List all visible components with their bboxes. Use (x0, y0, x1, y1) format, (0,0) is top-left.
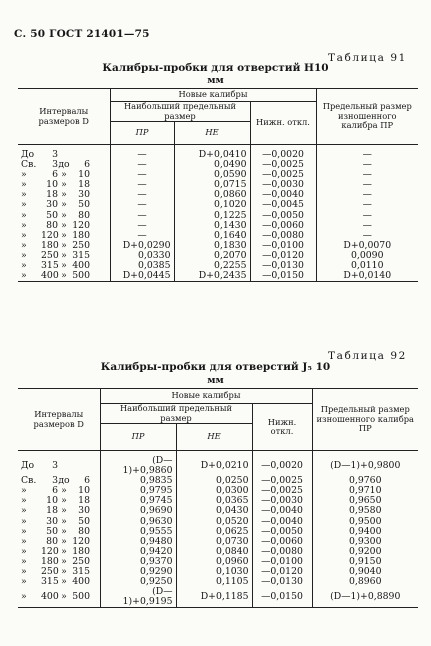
cell-pr: D+0,0445 (110, 271, 174, 282)
cell-ne: 0,0250 (176, 476, 252, 486)
size-interval (21, 592, 97, 602)
interval-word: » (61, 179, 67, 191)
cell-ne: 0,0300 (176, 486, 252, 496)
head-worn: Предельный размер изношенного калибра ПР (316, 89, 418, 145)
cell-pr: 0,9795 (100, 486, 176, 496)
interval-word: » (61, 545, 67, 557)
interval-from: 315 (41, 576, 59, 588)
interval-to: 180 (72, 545, 90, 557)
interval-from: 6 (52, 169, 58, 181)
interval-from: 10 (46, 495, 58, 507)
cell-ne: 0,0520 (176, 517, 252, 527)
cell-lower-dev: —0,0100 (252, 557, 312, 567)
interval-prefix: » (21, 495, 27, 507)
interval-prefix: » (21, 199, 27, 211)
interval-word: » (61, 505, 67, 517)
size-interval (21, 577, 97, 587)
interval-prefix: » (21, 566, 27, 578)
interval-word: » (61, 566, 67, 578)
interval-prefix: » (21, 515, 27, 527)
page-header: С. 50 ГОСТ 21401—75 (14, 28, 150, 40)
interval-prefix: » (21, 576, 27, 588)
interval-prefix: » (21, 525, 27, 537)
cell-pr: — (110, 200, 174, 210)
cell-ne: D+0,0210 (176, 456, 252, 476)
interval-from: 10 (46, 179, 58, 191)
interval-from: 80 (46, 535, 58, 547)
cell-lower-dev: —0,0050 (252, 527, 312, 537)
cell-pr: 0,9480 (100, 537, 176, 547)
cell-lower-dev: —0,0030 (250, 180, 316, 190)
cell-pr: — (110, 211, 174, 221)
cell-lower-dev: —0,0120 (250, 251, 316, 261)
cell-pr: 0,0330 (110, 251, 174, 261)
head-new-calibers: Новые калибры (100, 389, 312, 404)
interval-prefix: » (21, 169, 27, 181)
interval-to: 500 (72, 270, 90, 282)
cell-worn: 0,9300 (348, 535, 382, 547)
interval-to: 18 (78, 179, 90, 191)
interval-from: 120 (41, 545, 59, 557)
cell-pr: 0,9745 (100, 496, 176, 506)
table-title-92: Калибры-пробки для отверстий J₅ 10 (100, 361, 331, 373)
interval-prefix: » (21, 485, 27, 497)
cell-worn: D+0,0140 (316, 271, 418, 282)
cell-worn: D+0,0070 (343, 239, 392, 251)
cell-lower-dev: —0,0025 (252, 486, 312, 496)
cell-worn: 0,0090 (350, 249, 384, 261)
cell-worn: 0,9400 (348, 525, 382, 537)
head-largest-size: Наибольший предельный размер (100, 404, 252, 424)
head-largest-size: Наибольший предельный размер (110, 102, 250, 122)
cell-pr: 0,9370 (100, 557, 176, 567)
cell-ne: 0,1030 (176, 567, 252, 577)
interval-to: 180 (72, 229, 90, 241)
interval-from: 120 (41, 229, 59, 241)
table-row (18, 587, 418, 608)
head-lower-dev: Нижн. откл. (252, 404, 312, 451)
cell-ne: 0,1225 (174, 211, 250, 221)
interval-prefix: Св. (21, 475, 37, 487)
interval-from: 18 (46, 189, 58, 201)
cell-pr: 0,9250 (100, 577, 176, 587)
interval-word: » (61, 239, 67, 251)
interval-to: 50 (78, 199, 90, 211)
table-title-91: Калибры-пробки для отверстий H10 (102, 62, 329, 74)
interval-prefix: До (21, 149, 35, 160)
interval-word: » (61, 270, 67, 282)
cell-lower-dev: —0,0060 (250, 221, 316, 231)
interval-to: 18 (78, 495, 90, 507)
head-worn: Предельный размер изношенного калибра ПР (312, 389, 418, 451)
cell-worn: — (362, 149, 372, 160)
cell-worn: 0,9040 (348, 566, 382, 578)
cell-lower-dev: —0,0100 (250, 241, 316, 251)
cell-pr: — (110, 150, 174, 160)
interval-prefix: » (21, 219, 27, 231)
cell-lower-dev: —0,0060 (252, 537, 312, 547)
interval-from: 50 (46, 525, 58, 537)
interval-prefix: » (21, 249, 27, 261)
interval-prefix: » (21, 535, 27, 547)
cell-worn: (D—1)+0,8890 (312, 587, 418, 608)
cell-worn: 0,9200 (348, 545, 382, 557)
interval-to: 30 (78, 189, 90, 201)
interval-from: 180 (41, 555, 59, 567)
cell-pr: 0,9420 (100, 547, 176, 557)
interval-to: 250 (72, 239, 90, 251)
interval-to: 6 (84, 159, 90, 171)
cell-worn: 0,0110 (350, 260, 384, 272)
interval-from: 3 (52, 159, 58, 171)
head-intervals: Интервалы размеров D (18, 389, 100, 451)
interval-from: 30 (46, 515, 58, 527)
cell-worn: — (362, 179, 372, 191)
cell-pr: 0,0385 (110, 261, 174, 271)
interval-from: 3 (52, 460, 58, 472)
size-interval (21, 271, 107, 281)
cell-lower-dev: —0,0040 (252, 517, 312, 527)
interval-from: 250 (41, 249, 59, 261)
cell-worn: — (362, 169, 372, 181)
cell-ne: 0,1830 (174, 241, 250, 251)
interval-prefix: » (21, 209, 27, 221)
cell-ne: D+0,0410 (174, 150, 250, 160)
interval-to: 315 (72, 566, 90, 578)
table-units-91: мм (207, 75, 224, 86)
interval-word: » (61, 229, 67, 241)
interval-word: » (61, 260, 67, 272)
head-pr: ПР (100, 424, 176, 451)
table-row (18, 271, 418, 282)
interval-word: » (61, 515, 67, 527)
cell-worn: — (362, 229, 372, 241)
interval-word: » (61, 199, 67, 211)
interval-to: 10 (78, 485, 90, 497)
head-lower-dev: Нижн. откл. (250, 102, 316, 145)
cell-worn: — (362, 199, 372, 211)
interval-to: 400 (72, 260, 90, 272)
cell-pr: 0,9555 (100, 527, 176, 537)
interval-to: 80 (78, 525, 90, 537)
cell-ne: 0,1640 (174, 231, 250, 241)
cell-worn: — (362, 189, 372, 201)
interval-to: 10 (78, 169, 90, 181)
cell-lower-dev: —0,0130 (250, 261, 316, 271)
cell-ne: 0,1105 (176, 577, 252, 587)
interval-from: 80 (46, 219, 58, 231)
interval-from: 6 (52, 485, 58, 497)
cell-pr: (D—1)+0,9860 (100, 456, 176, 476)
interval-word: до (58, 159, 70, 171)
cell-worn: 0,8960 (348, 576, 382, 588)
cell-lower-dev: —0,0120 (252, 567, 312, 577)
interval-prefix: » (21, 239, 27, 251)
cell-lower-dev: —0,0150 (250, 271, 316, 282)
cell-ne: 0,1430 (174, 221, 250, 231)
interval-prefix: До (21, 460, 35, 472)
cell-worn: 0,9500 (348, 515, 382, 527)
interval-from: 3 (52, 475, 58, 487)
cell-worn: — (362, 159, 372, 171)
table-label-91: Таблица 91 (328, 52, 407, 64)
interval-prefix: Св. (21, 159, 37, 171)
head-ne: НЕ (174, 122, 250, 145)
interval-from: 315 (41, 260, 59, 272)
cell-lower-dev: —0,0025 (250, 160, 316, 170)
cell-ne: 0,0590 (174, 170, 250, 180)
cell-pr: — (110, 231, 174, 241)
interval-word: » (61, 169, 67, 181)
cell-pr: — (110, 170, 174, 180)
cell-pr: 0,9630 (100, 517, 176, 527)
cell-pr: — (110, 180, 174, 190)
cell-lower-dev: —0,0080 (252, 547, 312, 557)
cell-lower-dev: —0,0030 (252, 496, 312, 506)
table-row (18, 577, 418, 587)
cell-ne: 0,1020 (174, 200, 250, 210)
cell-worn: 0,9710 (348, 485, 382, 497)
interval-prefix: » (21, 260, 27, 272)
cell-ne: 0,0730 (176, 537, 252, 547)
head-new-calibers: Новые калибры (110, 89, 316, 102)
head-ne: НЕ (176, 424, 252, 451)
size-interval (21, 461, 97, 471)
cell-lower-dev: —0,0050 (250, 211, 316, 221)
table-91 (18, 88, 418, 282)
interval-prefix: » (21, 229, 27, 241)
cell-worn: 0,9150 (348, 555, 382, 567)
interval-from: 50 (46, 209, 58, 221)
interval-word: » (61, 485, 67, 497)
interval-from: 400 (41, 591, 59, 603)
cell-pr: 0,9835 (100, 476, 176, 486)
interval-to: 50 (78, 515, 90, 527)
interval-word: » (61, 209, 67, 221)
cell-lower-dev: —0,0025 (250, 170, 316, 180)
interval-to: 120 (72, 219, 90, 231)
interval-from: 3 (52, 149, 58, 160)
interval-from: 18 (46, 505, 58, 517)
interval-from: 30 (46, 199, 58, 211)
interval-prefix: » (21, 545, 27, 557)
table-92 (18, 388, 418, 608)
cell-ne: 0,0715 (174, 180, 250, 190)
cell-lower-dev: —0,0130 (252, 577, 312, 587)
interval-word: » (61, 495, 67, 507)
interval-prefix: » (21, 189, 27, 201)
interval-to: 250 (72, 555, 90, 567)
cell-ne: 0,0625 (176, 527, 252, 537)
interval-to: 400 (72, 576, 90, 588)
interval-word: » (61, 525, 67, 537)
cell-lower-dev: —0,0150 (252, 587, 312, 608)
cell-pr: — (110, 160, 174, 170)
interval-to: 120 (72, 535, 90, 547)
interval-word: » (61, 555, 67, 567)
interval-to: 500 (72, 591, 90, 603)
cell-pr: — (110, 190, 174, 200)
cell-lower-dev: —0,0025 (252, 476, 312, 486)
cell-ne: 0,0860 (174, 190, 250, 200)
cell-ne: 0,0960 (176, 557, 252, 567)
cell-lower-dev: —0,0080 (250, 231, 316, 241)
cell-worn: 0,9580 (348, 505, 382, 517)
cell-ne: 0,0490 (174, 160, 250, 170)
interval-prefix: » (21, 505, 27, 517)
cell-pr: — (110, 221, 174, 231)
interval-prefix: » (21, 179, 27, 191)
cell-lower-dev: —0,0040 (252, 506, 312, 516)
cell-pr: (D—1)+0,9195 (100, 587, 176, 608)
cell-lower-dev: —0,0020 (250, 150, 316, 160)
interval-from: 400 (41, 270, 59, 282)
head-pr: ПР (110, 122, 174, 145)
cell-worn: 0,9650 (348, 495, 382, 507)
cell-lower-dev: —0,0020 (252, 456, 312, 476)
cell-worn: 0,9760 (348, 475, 382, 487)
interval-word: до (58, 475, 70, 487)
cell-ne: 0,0365 (176, 496, 252, 506)
interval-from: 180 (41, 239, 59, 251)
interval-prefix: » (21, 591, 27, 603)
cell-worn: — (362, 219, 372, 231)
cell-worn: (D—1)+0,9800 (330, 460, 401, 472)
interval-word: » (61, 189, 67, 201)
interval-word: » (61, 219, 67, 231)
cell-ne: 0,2070 (174, 251, 250, 261)
table-units-92: мм (207, 375, 224, 386)
cell-pr: D+0,0290 (110, 241, 174, 251)
interval-from: 250 (41, 566, 59, 578)
cell-lower-dev: —0,0040 (250, 190, 316, 200)
interval-to: 80 (78, 209, 90, 221)
interval-word: » (61, 576, 67, 588)
interval-to: 6 (84, 475, 90, 487)
interval-to: 315 (72, 249, 90, 261)
cell-ne: D+0,2435 (174, 271, 250, 282)
head-intervals: Интервалы размеров D (18, 89, 110, 145)
interval-word: » (61, 591, 67, 603)
interval-word: » (61, 535, 67, 547)
cell-worn: — (362, 209, 372, 221)
cell-lower-dev: —0,0045 (250, 200, 316, 210)
interval-prefix: » (21, 555, 27, 567)
cell-pr: 0,9290 (100, 567, 176, 577)
cell-ne: 0,2255 (174, 261, 250, 271)
interval-word: » (61, 249, 67, 261)
cell-ne: 0,0840 (176, 547, 252, 557)
cell-ne: D+0,1185 (176, 587, 252, 608)
table-label-92: Таблица 92 (328, 350, 407, 362)
table-row (18, 456, 418, 476)
cell-ne: 0,0430 (176, 506, 252, 516)
cell-pr: 0,9690 (100, 506, 176, 516)
interval-prefix: » (21, 270, 27, 282)
interval-to: 30 (78, 505, 90, 517)
